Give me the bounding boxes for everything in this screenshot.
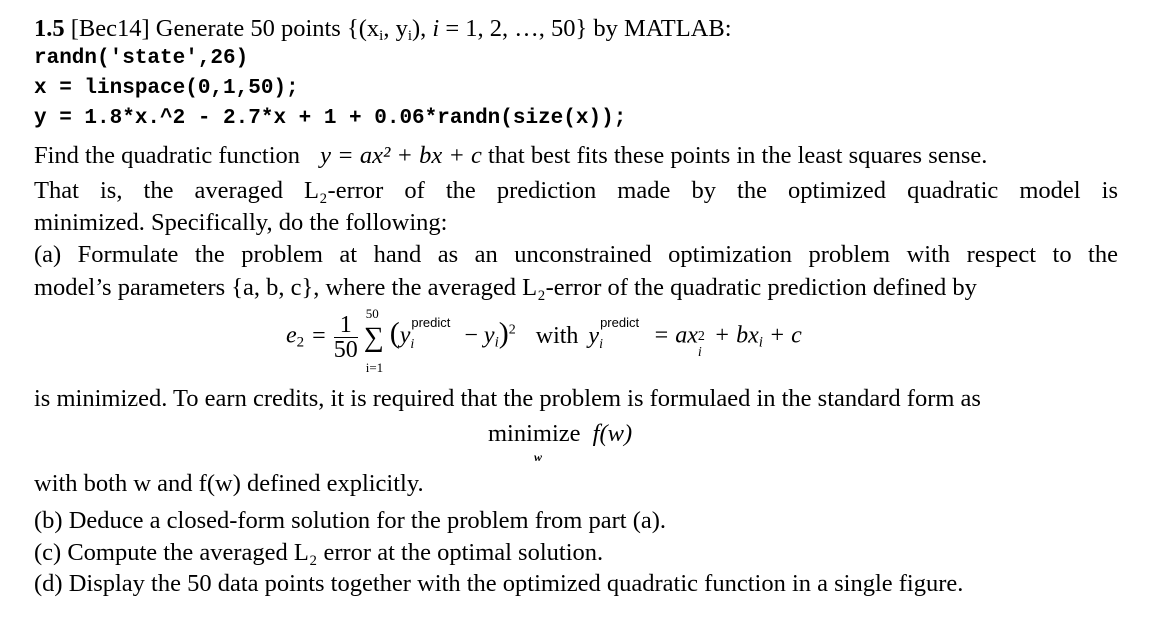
sum-bottom: i=1 [365,360,384,375]
eq-with: with [535,322,579,349]
eq-lhs: e [286,322,297,349]
part-b: (b) Deduce a closed-form solution for the problem from part (a). [34,507,667,534]
minimized-line-2: is minimized. To earn credits, it is required that the problem is formulaed in the standard form as [34,385,981,412]
eq-fraction [334,313,358,362]
eq-rhs-a: = ax [653,322,698,349]
title-y: , y [383,15,408,42]
eq-frac-den: 50 [333,336,358,363]
eq-predict-sup-1: predict [411,314,451,330]
eq-predict-sup-2: predict [600,314,640,330]
with-both-line: with both w and f(w) defined explicitly. [34,470,424,497]
minimized-line: minimized. Specifically, do the following: [34,209,448,236]
eq-frac-num: 1 [334,313,358,338]
minimize-word: minimize [488,420,581,447]
title-text: [Bec14] Generate 50 points {(x [70,15,380,42]
problem-title: 1.5 [Bec14] Generate 50 points {($x_i$, $y_i$), i = 1, 2, …, 50} by MATLAB: [34,15,732,44]
minimize-fn: f(w) [592,420,633,447]
sum-top: 50 [365,306,379,321]
find-post: that best fits these points in the least squares sense. [487,142,988,169]
error-equation: $e_2$ = $\frac{1}{50}$ 50 ∑ i=1 (y predict i − $y_i)^2$ with y predict i = ax 2 i + $bx_i + c$ [286,306,802,375]
find-formula: y = ax² + bx + c [320,142,482,169]
part-d: (d) Display the 50 data points together with the optimized quadratic function in a single figure. [34,570,964,597]
part-a-line-2: model’s parameters {a, b, c}, where the averaged L₂-error of the quadratic prediction defined by [34,274,977,301]
sum-symbol: 50 ∑ i=1 [363,306,384,375]
find-line [34,141,987,171]
problem-number: 1.5 [34,15,65,42]
eq-rhs-c: + c [762,322,802,349]
code-line-2: x = linspace(0,1,50); [34,77,299,100]
code-line-1: randn('state',26) [34,47,249,70]
part-a-line-1: (a) Formulate the problem at hand as an unconstrained optimization problem with respect to the [34,241,1118,268]
find-pre: Find the quadratic function [34,142,301,169]
part-c: (c) Compute the averaged L₂ error at the optimal solution. [34,539,604,566]
title-index: i [432,15,440,42]
title-tail: = 1, 2, …, 50} by MATLAB: [439,15,732,42]
minimize-sub: w [534,450,543,464]
title-close: ), [411,15,433,42]
code-line-3: y = 1.8*x.^2 - 2.7*x + 1 + 0.06*randn(size(x)); [34,107,627,130]
eq-lhs-sub: 2 [296,334,305,351]
that-is-line: That is, the averaged L₂-error of the prediction made by the optimized quadratic model is [34,177,1118,204]
eq-rhs-b: + bx [707,322,759,349]
minimize-expr [488,420,632,448]
